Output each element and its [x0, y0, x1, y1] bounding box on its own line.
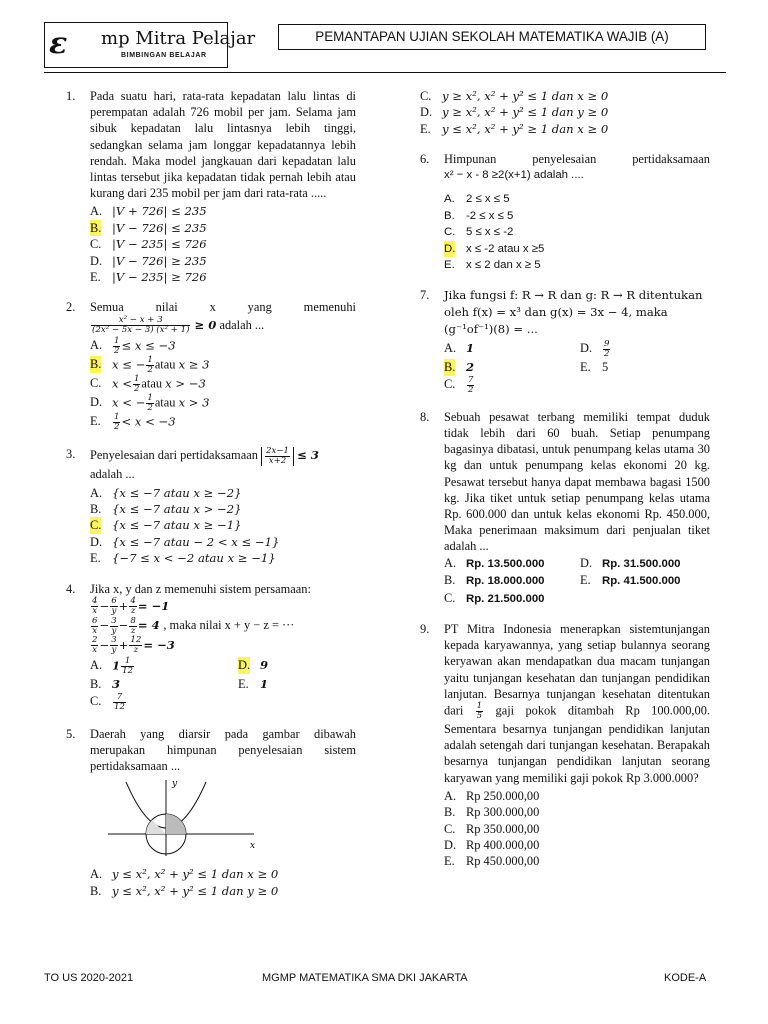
option-label: B. [90, 883, 102, 898]
question-number: 8. [420, 409, 430, 424]
option-label: E. [90, 270, 101, 285]
option-a[interactable] [444, 191, 710, 207]
absolute-value [261, 447, 294, 467]
option-text: y ≤ x², x² + y² ≤ 1 dan x ≥ 0 [112, 867, 279, 882]
fraction-denominator: 2 [114, 422, 120, 433]
option-label: E. [444, 854, 455, 869]
fraction-numerator: x² − x + 3 [91, 316, 190, 326]
option-d[interactable] [444, 837, 710, 853]
option-label: E. [238, 677, 249, 692]
question-text: Pada suatu hari, rata-rata kepadatan lalu lintas di perempatan adalah 726 mobil per jam. Selama jam sibuk kepadatan lalu lintasnya lebih tinggi, sedangkan selama jam longgar kepadatannya lebih rendah. Maka model jangkauan dari kepadatan lalu lintas tersebut jika kepadatan tidak pernah lebih atau kurang dari 235 mobil per jam dari rata-rata ..... [90, 89, 356, 201]
question-line-1: Jika fungsi f: R → R dan g: R → R ditentukan [444, 288, 703, 303]
option-d[interactable] [420, 104, 710, 120]
option-b[interactable] [444, 359, 580, 375]
question-line-2: oleh f(x) = x³ dan g(x) = 3x − 4, maka [444, 305, 668, 320]
option-label: E. [420, 121, 431, 136]
option-a[interactable] [90, 485, 356, 501]
logo-name: mp Mitra Pelajar [101, 28, 256, 49]
option-label: E. [90, 551, 101, 566]
options-list [444, 788, 710, 870]
fraction-numerator: 4 [92, 596, 98, 607]
option-b[interactable] [90, 676, 238, 692]
option-text: |V − 726| ≤ 235 [112, 220, 207, 235]
option-label: E. [580, 573, 591, 588]
option-a[interactable] [90, 657, 238, 676]
option-text: x < [112, 376, 132, 391]
option-text: y ≤ x², x² + y² ≥ 1 dan x ≥ 0 [442, 121, 609, 136]
options-row [444, 572, 710, 589]
option-c[interactable] [444, 224, 710, 240]
option-text: Rp. 41.500.000 [602, 575, 681, 588]
fraction-numerator: 1 [114, 412, 120, 423]
option-e[interactable] [90, 413, 356, 432]
fraction [91, 597, 98, 616]
option-text: {x ≤ −7 atau x > −2} [112, 501, 242, 516]
option-a[interactable] [444, 340, 580, 359]
equation-2: $\frac{6}{x}$ − $\frac{3}{y}$ − $\frac{8}{z}$ = 4 , maka nilai x + y − z = ··· [92, 615, 295, 636]
fraction [121, 657, 134, 676]
option-c[interactable] [420, 88, 710, 104]
option-d[interactable] [580, 340, 611, 359]
fraction [133, 375, 140, 394]
option-text: x ≥ 3 [178, 357, 210, 372]
brand-logo [44, 22, 256, 68]
option-e[interactable] [444, 257, 710, 273]
fraction [146, 356, 153, 375]
region-graph [104, 776, 264, 858]
option-e[interactable] [420, 121, 710, 137]
fraction [91, 617, 98, 636]
options-list [90, 337, 356, 432]
question-number: 4. [66, 581, 76, 596]
question-1 [66, 88, 356, 285]
question-number: 7. [420, 288, 430, 303]
fraction-denominator: z [133, 645, 139, 656]
option-text: 3 [112, 677, 121, 692]
option-text: x > 3 [178, 395, 210, 410]
fraction-numerator: 1 [133, 374, 140, 385]
fraction-numerator: 1 [476, 700, 483, 711]
option-label: C. [444, 376, 456, 391]
question-intro [90, 446, 356, 466]
option-text: < x < −3 [121, 414, 176, 429]
option-text: |V − 726| ≥ 235 [112, 253, 207, 268]
option-e[interactable] [580, 572, 681, 589]
question-text: Jika x, y dan z memenuhi sistem persamaan: [90, 581, 311, 596]
option-c[interactable] [90, 236, 356, 252]
fraction-numerator: 1 [114, 336, 120, 347]
fraction-denominator: 2 [468, 384, 474, 395]
equation-rhs: = −1 [137, 598, 170, 613]
option-label: A. [444, 341, 457, 356]
option-label: A. [444, 193, 455, 206]
option-e[interactable] [580, 359, 608, 375]
fraction-denominator: y [111, 606, 117, 617]
option-a[interactable] [90, 203, 356, 219]
option-text: 1 [112, 658, 121, 673]
question-number: 2. [66, 300, 76, 315]
fraction-numerator: 3 [111, 635, 117, 646]
options-row [444, 340, 710, 359]
fraction [265, 447, 290, 466]
option-c[interactable] [90, 375, 356, 394]
document-title: PEMANTAPAN UJIAN SEKOLAH MATEMATIKA WAJIB (A) [278, 24, 706, 50]
option-text: Rp 300.000,00 [466, 805, 540, 820]
logo-subtitle: BIMBINGAN BELAJAR [121, 52, 207, 59]
equation-3: $\frac{2}{x}$ − $\frac{3}{y}$ + $\frac{12}{z}$ = −3 [92, 635, 175, 656]
option-c[interactable] [90, 693, 356, 712]
option-c[interactable] [90, 517, 356, 533]
option-text: -2 ≤ x ≤ 5 [466, 209, 514, 222]
question-4 [66, 581, 356, 712]
options-list [90, 657, 356, 711]
option-label: A. [90, 485, 103, 500]
right-column [420, 88, 710, 870]
option-label-highlighted: C. [90, 518, 102, 533]
option-label: D. [90, 253, 103, 268]
option-text: Rp 250.000,00 [466, 788, 540, 803]
option-text: x ≤ 2 dan x ≥ 5 [466, 259, 541, 272]
question-text: Sebuah pesawat terbang memiliki tempat duduk tidak lebih dari 60 buah. Setiap penumpang bagasinya dibatasi, untuk penumpang kelas utama 30 kg dan untuk penumpang kelas ekonomi 20 kg. Pesawat tersebut hanya dapat membawa bagasi 1500 kg. Jika tiket untuk setiap penumpang kelas utama Rp. 600.000 dan untuk kelas ekonomi Rp. 450.000, Maka penerimaan maksimum dari penjualan tiket adalah ... [444, 409, 710, 554]
fraction-numerator: 4 [130, 596, 136, 607]
option-label-highlighted: D. [444, 241, 455, 257]
logo-mark: ε [49, 26, 68, 61]
question-text: Himpunan penyelesaian pertidaksamaan [444, 152, 710, 167]
options-row [90, 676, 356, 692]
option-d[interactable] [444, 241, 710, 257]
fraction-denominator: x+2 [268, 456, 287, 467]
fraction [110, 617, 117, 636]
option-d[interactable] [90, 253, 356, 269]
fraction-numerator: 1 [147, 393, 153, 404]
option-text: {x ≤ −7 atau x ≥ −2} [112, 485, 242, 500]
option-label: A. [90, 867, 103, 882]
option-label-highlighted: B. [90, 357, 102, 372]
question-intro: Semua nilai x yang memenuhi [90, 300, 356, 315]
option-label: C. [90, 237, 102, 252]
equation-rhs: = −3 [143, 637, 175, 652]
question-text-part-2: gaji pokok ditambah Rp 100.000,00. Sementara besarnya tunjangan pendidikan lanjutan adalah setengah dari tunjangan kesehatan. Berapakah besarnya tunjangan pendidikan lanjutan seorang karyawan yang memiliki gaji pokok Rp 3.000.000? [444, 703, 711, 785]
fraction [91, 316, 190, 335]
option-label-highlighted: B. [90, 220, 102, 235]
option-text: |V − 235| ≤ 726 [112, 237, 207, 252]
fraction [113, 413, 120, 432]
fraction-denominator: y [111, 625, 117, 636]
option-text: 5 ≤ x ≤ -2 [466, 226, 514, 239]
option-text: Rp. 21.500.000 [466, 592, 545, 605]
fraction-numerator: 6 [111, 596, 117, 607]
option-c[interactable] [444, 376, 710, 395]
fraction-denominator: 12 [114, 701, 125, 712]
option-connector: atau [154, 395, 176, 410]
option-label: E. [90, 414, 101, 429]
fraction-denominator: y [111, 645, 117, 656]
option-label: C. [444, 821, 456, 836]
fraction-numerator: 9 [604, 339, 610, 350]
inequality: ≥ 0 [194, 317, 217, 332]
options-list [444, 555, 710, 607]
option-b[interactable] [90, 220, 356, 236]
option-text: Rp. 18.000.000 [466, 575, 545, 588]
option-text: 5 [602, 360, 609, 375]
equation-1: $\frac{4}{x}$ − $\frac{6}{y}$ + $\frac{4}{z}$ = −1 [92, 596, 170, 617]
question-8 [420, 409, 710, 607]
option-label: E. [444, 259, 455, 272]
fraction-denominator: 2 [114, 346, 120, 357]
fraction-numerator: 8 [130, 615, 136, 626]
option-text: x ≤ − [112, 357, 146, 372]
fraction-numerator: 1 [121, 657, 134, 667]
option-label-highlighted: B. [444, 360, 456, 375]
question-3 [66, 446, 356, 566]
fraction-denominator: z [130, 606, 136, 617]
fraction-numerator: 1 [147, 355, 153, 366]
option-c[interactable] [444, 590, 710, 607]
option-e[interactable] [90, 550, 356, 566]
fraction-numerator: 2 [92, 635, 98, 646]
fraction [129, 636, 142, 655]
option-label: B. [444, 573, 456, 588]
option-text: y ≥ x², x² + y² ≤ 1 dan y ≥ 0 [442, 105, 609, 120]
options-list [444, 191, 710, 273]
fraction-numerator: 3 [111, 615, 117, 626]
question-5-options-continued [420, 88, 710, 137]
options-list [90, 866, 356, 899]
question-number: 3. [66, 447, 76, 462]
fraction-numerator: 7 [468, 374, 474, 385]
options-row [444, 555, 710, 572]
option-d[interactable] [90, 534, 356, 550]
fraction-denominator: x [92, 625, 98, 636]
question-expression: x² − x - 8 ≥2(x+1) adalah .... [444, 169, 584, 182]
option-text: {x ≤ −7 atau − 2 < x ≤ −1} [112, 534, 280, 549]
question-expression [90, 316, 356, 336]
question-tail: adalah ... [90, 467, 135, 482]
option-label: A. [444, 555, 457, 570]
option-a[interactable] [444, 788, 710, 804]
option-a[interactable] [90, 866, 356, 882]
option-text: x > −3 [165, 376, 206, 391]
question-number: 5. [66, 726, 76, 741]
option-label: E. [580, 360, 591, 375]
option-label: D. [580, 555, 593, 570]
question-number: 9. [420, 621, 430, 636]
question-7 [420, 287, 710, 394]
option-text: 2 [466, 360, 475, 375]
question-text: Daerah yang diarsir pada gambar dibawah merupakan himpunan penyelesaian sistem pertidaksamaan ... [90, 726, 356, 774]
option-text: |V − 235| ≥ 726 [112, 270, 207, 285]
option-a[interactable] [90, 337, 356, 356]
shaded-region [166, 814, 186, 834]
fraction-denominator: z [130, 625, 136, 636]
question-6 [420, 151, 710, 273]
option-text: Rp 450.000,00 [466, 854, 540, 869]
option-text: 1 [260, 677, 269, 692]
question-tail: adalah ... [219, 317, 265, 332]
option-text: 2 ≤ x ≤ 5 [466, 193, 510, 206]
fraction [476, 702, 483, 721]
x-axis-label: x [250, 841, 256, 852]
option-text: Rp. 13.500.000 [466, 557, 545, 570]
option-label: D. [420, 105, 433, 120]
option-b[interactable] [90, 356, 356, 375]
fraction-denominator: x [92, 606, 98, 617]
question-text-part-1: PT Mitra Indonesia menerapkan sistemtunjangan kepada karyawannya, yang setiap bulannya seorang keryawan akan mendapatkan dua macam tunjangan yaitu tunjangan kesehatan dan tunjangan pendidikan lanjutan. Besarnya tunjangan kesehatan ditentukan dari [444, 621, 710, 718]
option-label: C. [444, 226, 456, 239]
question-ask: , maka nilai x + y − z = ··· [163, 618, 295, 633]
fraction [129, 597, 136, 616]
fraction-denominator: 2 [604, 349, 610, 360]
option-text: 9 [260, 658, 269, 673]
question-line-3: (g⁻¹of⁻¹)(8) = ... [444, 322, 538, 337]
question-text [444, 621, 710, 786]
option-label: B. [90, 501, 102, 516]
option-text: Rp 350.000,00 [466, 821, 540, 836]
fraction-denominator: 12 [122, 666, 134, 677]
option-label: C. [444, 590, 456, 605]
option-connector: atau [154, 357, 176, 372]
question-number: 6. [420, 152, 430, 167]
question-9 [420, 621, 710, 870]
option-label: A. [90, 338, 103, 353]
fraction-numerator: 2x−1 [266, 446, 289, 457]
option-d[interactable] [580, 555, 681, 572]
option-label: A. [444, 788, 457, 803]
option-label: C. [90, 376, 102, 391]
option-label: D. [90, 534, 103, 549]
option-label: C. [90, 693, 102, 708]
option-e[interactable] [238, 676, 268, 692]
question-5 [66, 726, 356, 900]
footer-center: MGMP MATEMATIKA SMA DKI JAKARTA [262, 972, 468, 984]
fraction-denominator: (2x² − 5x − 3) (x² + 1) [92, 325, 190, 336]
fraction [91, 636, 98, 655]
fraction-numerator: 12 [130, 635, 142, 646]
fraction [603, 340, 610, 359]
option-b[interactable] [444, 804, 710, 820]
options-list [90, 203, 356, 285]
question-text: Penyelesaian dari pertidaksamaan [90, 448, 258, 463]
option-label: C. [420, 89, 432, 103]
option-b[interactable] [90, 501, 356, 517]
option-connector: atau [141, 376, 163, 391]
fraction-numerator: 7 [113, 693, 126, 703]
option-label: D. [580, 341, 593, 356]
header-divider [44, 72, 726, 73]
option-label-highlighted: D. [238, 658, 251, 673]
option-c[interactable] [444, 821, 710, 837]
equation-rhs: = 4 [137, 618, 160, 633]
option-text: {x ≤ −7 atau x ≥ −1} [112, 518, 242, 533]
options-row [444, 359, 710, 375]
shaded-region-minor [146, 820, 166, 834]
option-e[interactable] [90, 269, 356, 285]
fraction [467, 376, 474, 395]
options-row [90, 657, 356, 676]
option-a[interactable] [444, 555, 580, 572]
fraction [110, 636, 117, 655]
fraction-denominator: 5 [476, 710, 483, 721]
fraction [146, 394, 153, 413]
option-d[interactable] [238, 657, 268, 676]
fraction [113, 337, 120, 356]
option-label: D. [90, 395, 103, 410]
fraction-denominator: 2 [133, 384, 140, 395]
fraction [113, 693, 126, 712]
option-e[interactable] [444, 853, 710, 869]
option-text: x ≤ -2 atau x ≥5 [466, 242, 545, 255]
question-number: 1. [66, 89, 76, 103]
options-list [444, 340, 710, 394]
option-text: y ≥ x², x² + y² ≤ 1 dan x ≥ 0 [442, 89, 609, 103]
options-list [90, 485, 356, 567]
footer-right: KODE-A [664, 972, 707, 984]
option-text: x < − [112, 395, 146, 410]
option-text: Rp. 31.500.000 [602, 557, 681, 570]
option-label: B. [90, 677, 102, 692]
option-text: |V + 726| ≤ 235 [112, 204, 207, 219]
fraction-denominator: 2 [147, 403, 153, 414]
option-text: y ≤ x², x² + y² ≤ 1 dan y ≥ 0 [112, 883, 279, 898]
option-text: 1 [466, 341, 475, 356]
option-label: A. [90, 658, 103, 673]
fraction-denominator: 2 [147, 365, 153, 376]
option-label: A. [90, 204, 103, 219]
fraction [110, 597, 117, 616]
left-column [66, 88, 356, 899]
option-text: {−7 ≤ x < −2 atau x ≥ −1} [112, 551, 276, 566]
fraction [129, 617, 136, 636]
option-text: ≤ x ≤ −3 [121, 338, 176, 353]
option-label: D. [444, 837, 457, 852]
option-b[interactable] [90, 883, 356, 899]
option-text: Rp 400.000,00 [466, 837, 540, 852]
y-axis-label: y [172, 779, 178, 790]
option-b[interactable] [444, 208, 710, 224]
footer-left: TO US 2020-2021 [44, 972, 134, 984]
question-2 [66, 299, 356, 432]
option-b[interactable] [444, 572, 580, 589]
fraction-numerator: 6 [92, 615, 98, 626]
inequality: ≤ 3 [297, 448, 319, 463]
option-label: B. [444, 209, 455, 222]
fraction-denominator: x [92, 645, 98, 656]
option-d[interactable] [90, 394, 356, 413]
option-label: B. [444, 805, 456, 820]
